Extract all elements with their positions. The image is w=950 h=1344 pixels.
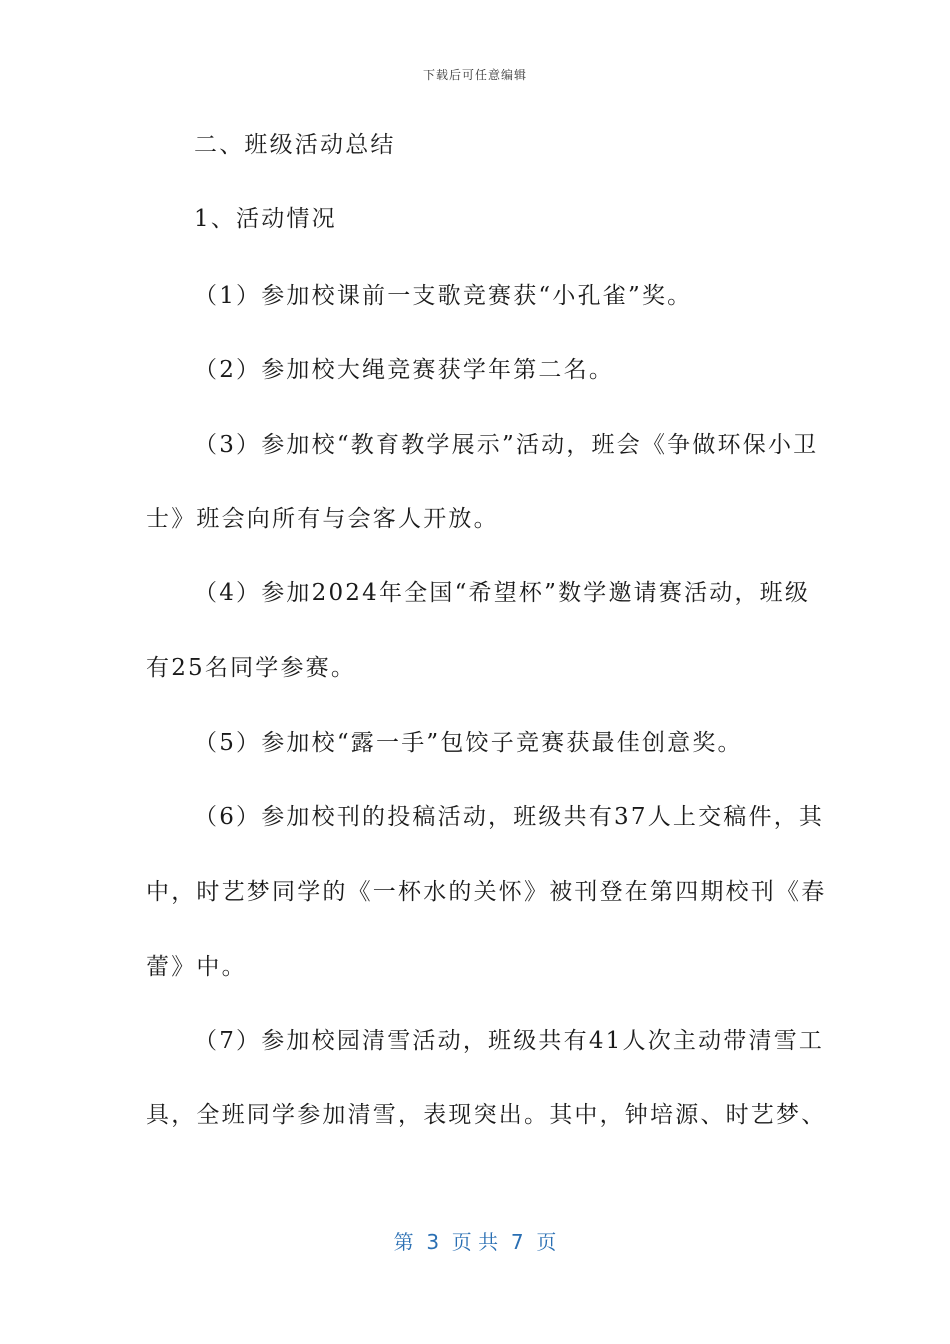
- paragraph-line: （3）参加校“教育教学展示”活动，班会《争做环保小卫: [194, 432, 819, 458]
- page-number-footer: 第 3 页 共 7 页: [393, 1230, 557, 1254]
- paragraph-line: 有25名同学参赛。: [146, 655, 357, 681]
- section-heading: 二、班级活动总结: [194, 132, 396, 158]
- paragraph-line: （4）参加2024年全国“希望杯”数学邀请赛活动，班级: [194, 580, 811, 606]
- paragraph-line: 蕾》中。: [146, 954, 247, 980]
- paragraph-line: （1）参加校课前一支歌竞赛获“小孔雀”奖。: [194, 283, 693, 309]
- paragraph-line: （2）参加校大绳竞赛获学年第二名。: [194, 357, 615, 383]
- paragraph-line: 具，全班同学参加清雪，表现突出。其中，钟培源、时艺梦、: [146, 1102, 827, 1128]
- paragraph-line: 中，时艺梦同学的《一杯水的关怀》被刊登在第四期校刊《春: [146, 879, 827, 905]
- paragraph-line: （5）参加校“露一手”包饺子竞赛获最佳创意奖。: [194, 730, 743, 756]
- subsection-heading: 1、活动情况: [194, 206, 337, 232]
- paragraph-line: 士》班会向所有与会客人开放。: [146, 506, 499, 532]
- header-note: 下载后可任意编辑: [422, 68, 527, 82]
- paragraph-line: （6）参加校刊的投稿活动，班级共有37人上交稿件，其: [194, 804, 825, 830]
- paragraph-line: （7）参加校园清雪活动，班级共有41人次主动带清雪工: [194, 1028, 825, 1054]
